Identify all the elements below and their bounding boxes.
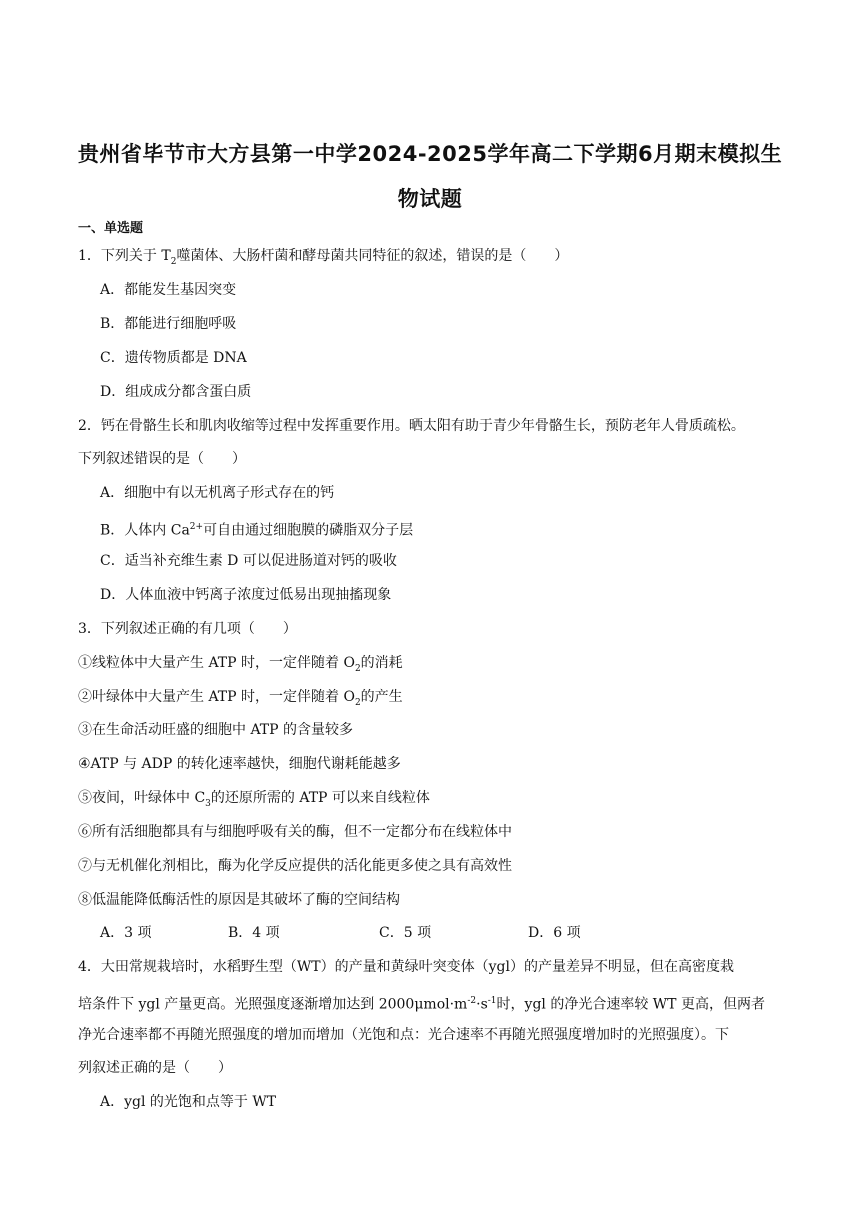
question-3-statement-2: ②叶绿体中大量产生 ATP 时，一定伴随着 $O_2$的产生 <box>78 689 403 708</box>
question-2-option-b: B．人体内 $Ca^{2+}$可自由通过细胞膜的磷脂双分子层 <box>100 522 414 539</box>
question-3-stem: 3．下列叙述正确的有几项（ ） <box>78 621 297 637</box>
question-3-option-a: A．3 项 <box>100 925 152 941</box>
question-1-stem: 1．下列关于 $T_2$噬菌体、大肠杆菌和酵母菌共同特征的叙述，错误的是（ ） <box>78 248 569 267</box>
question-3-statement-8: ⑧低温能降低酶活性的原因是其破坏了酶的空间结构 <box>78 892 400 908</box>
document-title-line-1: 贵州省毕节市大方县第一中学2024-2025学年高二下学期6月期末模拟生 <box>77 142 783 166</box>
question-3-option-c: C．5 项 <box>379 925 432 941</box>
question-2-option-d: D．人体血液中钙离子浓度过低易出现抽搐现象 <box>100 587 392 603</box>
question-3-option-d: D．6 项 <box>528 925 581 941</box>
question-4-stem-line-3: 净光合速率都不再随光照强度的增加而增加（光饱和点：光合速率不再随光照强度增加时的光照强度）。下 <box>78 1027 729 1043</box>
question-4-stem-line-1: 4．大田常规栽培时，水稻野生型（WT）的产量和黄绿叶突变体（ygl）的产量差异不明显，但在高密度栽 <box>78 959 734 975</box>
question-2-stem-line-1: 2．钙在骨骼生长和肌肉收缩等过程中发挥重要作用。晒太阳有助于青少年骨骼生长，预防老年人骨质疏松。 <box>78 418 745 434</box>
question-1-option-c: C．遗传物质都是 DNA <box>100 350 247 366</box>
question-3-option-b: B．4 项 <box>228 925 280 941</box>
question-3-statement-4: ④ATP 与 ADP 的转化速率越快，细胞代谢耗能越多 <box>78 756 401 772</box>
question-2-option-a: A．细胞中有以无机离子形式存在的钙 <box>100 485 335 501</box>
question-1-option-d: D．组成成分都含蛋白质 <box>100 384 252 400</box>
question-1-option-a: A．都能发生基因突变 <box>100 282 237 298</box>
question-4-stem-line-2: 培条件下 ygl 产量更高。光照强度逐渐增加达到 $2000\mu mol\cdot m^{-2}\cdot s^{-1}$时，ygl 的净光合速率较 WT 更高，但两者 <box>78 996 765 1013</box>
question-3-statement-3: ③在生命活动旺盛的细胞中 ATP 的含量较多 <box>78 722 354 738</box>
question-3-statement-5: ⑤夜间，叶绿体中 $C_3$的还原所需的 ATP 可以来自线粒体 <box>78 790 430 809</box>
question-3-statement-1: ①线粒体中大量产生 ATP 时，一定伴随着 $O_2$的消耗 <box>78 655 403 674</box>
question-2-stem-line-2: 下列叙述错误的是（ ） <box>78 451 246 467</box>
section-heading: 一、单选题 <box>78 221 144 236</box>
question-4-option-a: A．ygl 的光饱和点等于 WT <box>100 1094 277 1110</box>
question-4-stem-line-4: 列叙述正确的是（ ） <box>78 1060 232 1076</box>
question-3-statement-7: ⑦与无机催化剂相比，酶为化学反应提供的活化能更多使之具有高效性 <box>78 858 512 874</box>
question-2-option-c: C．适当补充维生素 D 可以促进肠道对钙的吸收 <box>100 553 397 569</box>
document-title-line-2: 物试题 <box>397 187 463 211</box>
question-3-statement-6: ⑥所有活细胞都具有与细胞呼吸有关的酶，但不一定都分布在线粒体中 <box>78 824 512 840</box>
question-1-option-b: B．都能进行细胞呼吸 <box>100 316 237 332</box>
